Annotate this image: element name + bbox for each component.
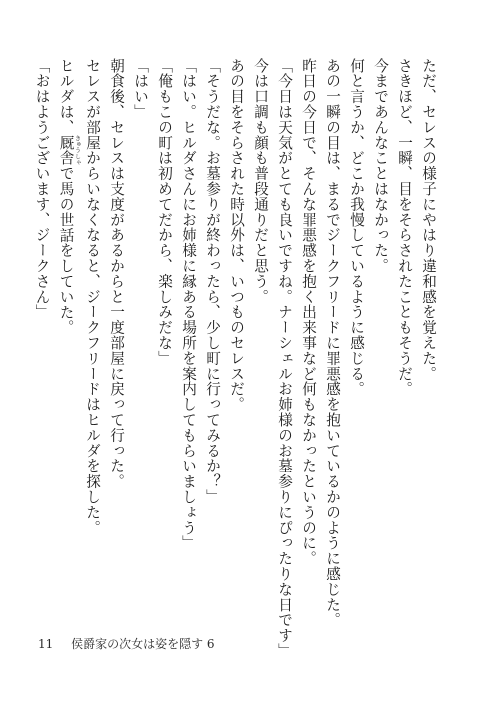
text-line-1: ただ、セレスの様子にやはり違和感を覚えた。	[420, 58, 437, 382]
text-line-16-after: で馬の世話をしていた。	[57, 165, 75, 336]
text-line-16-before: ヒルダは、	[57, 58, 75, 135]
text-line-13: 「はい」	[132, 58, 149, 120]
text-line-11: 「はい。ヒルダさんにお姉様に縁ある場所を案内してもらいましょう」	[180, 58, 197, 551]
text-line-7: 「今日は天気がとても良いですね。ナーシェルお姉様のお墓参りにぴったりな日です」	[276, 58, 293, 659]
page-footer	[38, 635, 215, 652]
text-line-15: セレスが部屋からいなくなると、ジークフリードはヒルダを探した。	[84, 58, 101, 536]
ruby-word	[57, 135, 81, 166]
text-line-17: 「おはようございます、ジークさん」	[33, 58, 51, 320]
ruby-reading: きゅうしゃ	[73, 135, 81, 166]
text-line-5: あの一瞬の目は、まるでジークフリードに罪悪感を抱いているかのように感じた。	[324, 58, 341, 628]
text-line-2: さきほど、一瞬、目をそらされたこともそうだ。	[396, 58, 413, 397]
book-title: 侯爵家の次女は姿を隠す 6	[71, 637, 215, 651]
text-line-6: 昨日の今日で、そんな罪悪感を抱く出来事など何もなかったというのに。	[300, 58, 317, 567]
text-line-12: 「俺もこの町は初めてだから、楽しみだな」	[156, 58, 173, 366]
page-number: 11	[38, 637, 54, 651]
text-line-10: 「そうだな。お墓参りが終わったら、少し町に行ってみるか？」	[204, 58, 221, 505]
text-line-8: 今は口調も顔も普段通りだと思う。	[252, 58, 269, 305]
text-line-9: あの目をそらされた時以外は、いつものセレスだ。	[228, 58, 245, 413]
text-line-16	[54, 58, 81, 618]
text-line-4: 何と言うか、どこか我慢しているように感じる。	[348, 58, 365, 397]
text-line-3: 今まであんなことはなかった。	[372, 58, 389, 274]
ruby-base: 厩舎	[57, 135, 75, 166]
text-line-14: 朝食後、セレスは支度があるからと一度部屋に戻って行った。	[108, 58, 125, 490]
